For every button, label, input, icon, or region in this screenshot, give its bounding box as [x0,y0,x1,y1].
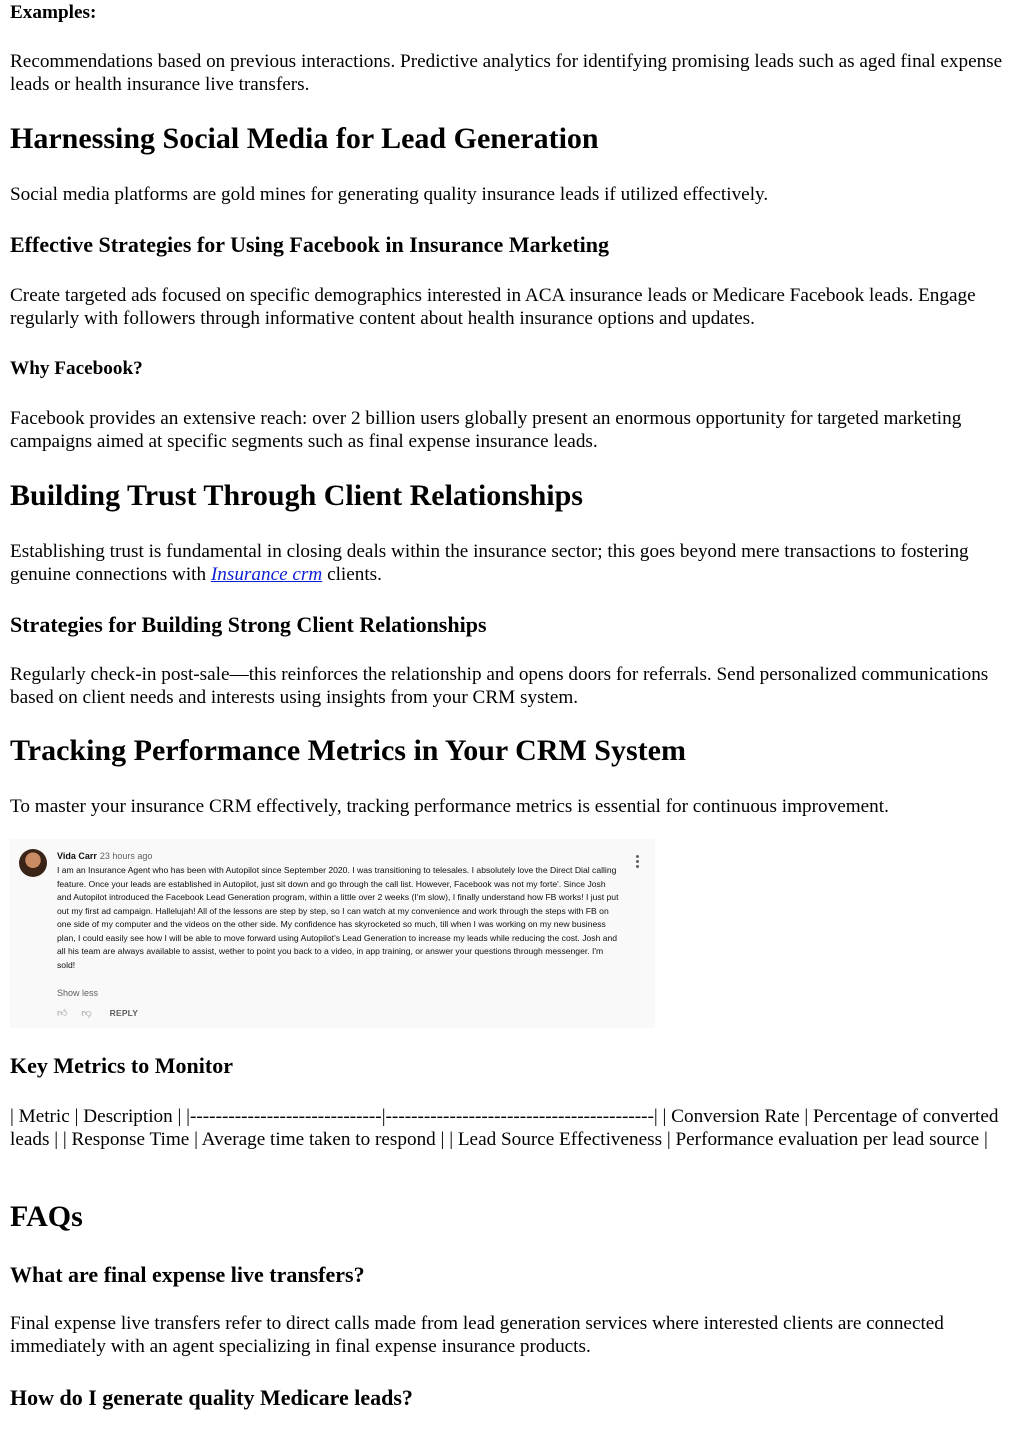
trust-paragraph-text: Establishing trust is fundamental in closing deals within the insurance sector; this goes beyond mere transactions to fostering genuine connections with [10,541,969,585]
facebook-strategies-heading: Effective Strategies for Using Facebook in Insurance Marketing [10,232,610,257]
faq-question-1: What are final expense live transfers? [10,1262,365,1287]
faq-question-2: How do I generate quality Medicare leads? [10,1385,413,1410]
examples-paragraph: Recommendations based on previous interactions. Predictive analytics for identifying promising leads such as aged final expense leads or health insurance live transfers. [10,51,1003,95]
relationship-strategies-paragraph: Regularly check-in post-sale—this reinforces the relationship and opens doors for referrals. Send personalized communications based on client needs and interests using insights from your CRM system. [10,664,989,708]
testimonial-comment-card [10,839,655,1028]
trust-heading: Building Trust Through Client Relationships [10,479,583,512]
thumbs-up-icon[interactable]: 👍︎ [57,1008,68,1019]
avatar [19,849,47,877]
comment-header [57,850,152,862]
more-options-icon[interactable] [636,855,640,870]
show-less-button[interactable]: Show less [57,988,99,998]
metrics-table-text: | Metric | Description | |------------------------------|------------------------------------------| | Conversion Rate | Percentage of converted leads | | Response Time | Average time taken to respond | | Lead Source Effectiveness | Performance evaluation per lead source | [10,1106,999,1150]
trust-paragraph [10,540,1014,586]
why-facebook-paragraph: Facebook provides an extensive reach: over 2 billion users globally present an enormous opportunity for targeted marketing campaigns aimed at specific segments such as final expense insurance leads. [10,408,962,452]
why-facebook-heading: Why Facebook? [10,358,143,379]
examples-heading: Examples: [10,2,97,23]
comment-author[interactable]: Vida Carr [57,851,97,861]
trust-paragraph-tail: clients. [322,564,382,585]
insurance-crm-link[interactable]: Insurance crm [210,564,323,585]
comment-body: I am an Insurance Agent who has been with Autopilot since September 2020. I was transitioning to telesales. I absolutely love the Direct Dial calling feature. Once your leads are established in Autopilot, just sit down and go through the call list. However, Facebook was not my forte'. Since Josh and Autopilot introduced the Facebook Lead Generation program, within a little over 2 weeks (I'm slow), I finally understand how FB works! I just put out my first ad campaign. Hallelujah! All of the lessons are step by step, so I can watch at my convenience and work through the steps with FB on one side of my computer and the videos on the other side. My confidence has skyrocketed so much, till when I was working on my new business plan, I could easily see how I will be able to move forward using Autopilot's Lead Generation to increase my leads while reducing the cost. Josh and all his team are always available to assist, wether to point you back to a video, in app training, or answer your questions through messenger. I'm sold! [57,865,619,970]
facebook-strategies-paragraph: Create targeted ads focused on specific demographics interested in ACA insurance leads or Medicare Facebook leads. Engage regularly with followers through informative content about health insurance options and updates. [10,285,976,329]
tracking-heading: Tracking Performance Metrics in Your CRM System [10,734,686,767]
thumbs-down-icon[interactable]: 👎︎ [81,1008,92,1019]
social-media-intro: Social media platforms are gold mines for generating quality insurance leads if utilized effectively. [10,184,769,205]
relationship-strategies-heading: Strategies for Building Strong Client Relationships [10,612,487,637]
tracking-intro: To master your insurance CRM effectively, tracking performance metrics is essential for continuous improvement. [10,796,889,817]
faqs-heading: FAQs [10,1200,83,1233]
faq-answer-1: Final expense live transfers refer to direct calls made from lead generation services where interested clients are connected immediately with an agent specializing in final expense insurance products. [10,1313,944,1357]
reply-button[interactable]: REPLY [109,1008,139,1018]
comment-actions [57,1006,138,1020]
comment-timestamp[interactable]: 23 hours ago [99,851,153,861]
social-media-heading: Harnessing Social Media for Lead Generation [10,122,599,155]
key-metrics-heading: Key Metrics to Monitor [10,1053,233,1078]
